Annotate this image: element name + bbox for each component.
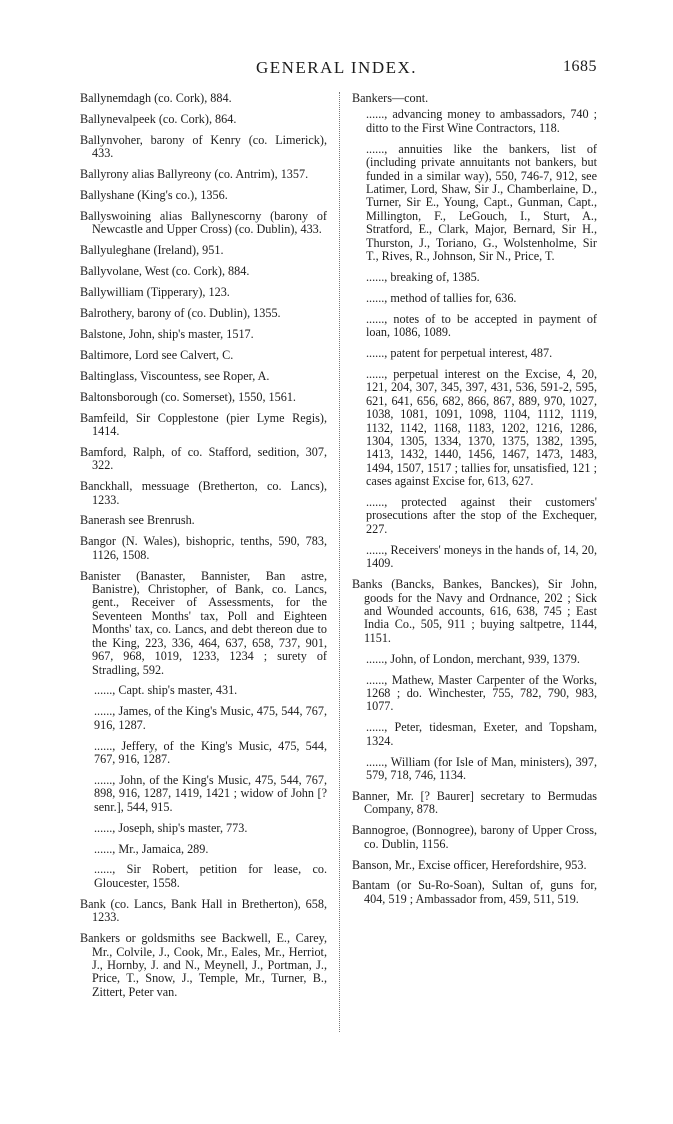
- index-entry: Baltinglass, Viscountess, see Roper, A.: [80, 368, 270, 383]
- index-entry: Ballynemdagh (co. Cork), 884.: [80, 91, 232, 105]
- index-entry: Bamford, Ralph, of co. Stafford, sedition, 307, 322.: [80, 444, 327, 473]
- index-subentry: ......, Mathew, Master Carpenter of the Works, 1268 ; do. Winchester, 755, 782, 790, 983, 1077.: [366, 672, 597, 714]
- index-subentry: ......, notes of to be accepted in payment of loan, 1086, 1089.: [366, 311, 597, 340]
- index-entry: Bank (co. Lancs, Bank Hall in Bretherton), 658, 1233.: [80, 896, 327, 925]
- index-subentry: ......, Sir Robert, petition for lease, co. Gloucester, 1558.: [94, 862, 327, 890]
- page-header: [0, 58, 673, 82]
- index-entry: Bantam (or Su-Ro-Soan), Sultan of, guns for, 404, 519 ; Ambassador from, 459, 511, 519.: [352, 878, 597, 906]
- index-subentry: ......, Joseph, ship's master, 773.: [94, 820, 248, 835]
- index-subentry: ......, William (for Isle of Man, ministers), 397, 579, 718, 746, 1134.: [366, 754, 597, 782]
- index-subentry: ......, advancing money to ambassadors, 740 ; ditto to the First Wine Contractors, 118.: [366, 107, 597, 135]
- index-subentry: ......, perpetual interest on the Excise, 4, 20, 121, 204, 307, 345, 397, 431, 536, 591-2, 595, 621, 641, 656, 682, 866, 867, 889, 970, 1027, 1038, 1081, 1091, 1098, 1104, 1112, 1119, 1132, 1142, 1168, 1183, 1202, 1216, 1286, 1304, 1305, 1334, 1370, 1375, 1382, 1395, 1413, 1432, 1440, 1456, 1467, 1473, 1483, 1494, 1507, 1517 ; tallies for, unsatisfied, 121 ; cases against Excise for, 613, 627.: [366, 366, 597, 489]
- index-entry: Bankers or goldsmiths see Backwell, E., Carey, Mr., Colvile, J., Cook, Mr., Eales, Mr., Herriot, J., Hornby, J. and N., Meynell, J., Portman, J., Price, T., Snow, J., Temple, Mr., Turner, B., Zittert, Peter van.: [80, 931, 327, 999]
- index-subentry: ......, annuities like the bankers, list of (including private annuitants not bankers, but funded in a similar way), 550, 746-7, 912, see Latimer, Lord, Shaw, Sir J., Chamberlaine, D., Turner, Sir E., Young, Capt., Gunman, Capt., Millington, F., LeGouch, I., Sturt, A., Stratford, E., Clark, Major, Bernard, Sir H., Thurston, J., Toriano, G., Wolstenholme, Sir T., Rives, R., Johnson, Sir N., Price, T.: [366, 141, 597, 263]
- index-subentry: ......, patent for perpetual interest, 487.: [366, 346, 553, 360]
- index-entry: Banks (Bancks, Bankes, Banckes), Sir John, goods for the Navy and Ordnance, 202 ; Sick and Wounded accounts, 616, 638, 745 ; East India Co., 505, 911 ; buying saltpetre, 1144, 1151.: [352, 577, 597, 645]
- right-index-column: [352, 92, 597, 914]
- index-entry: Baltonsborough (co. Somerset), 1550, 1561.: [80, 389, 296, 404]
- index-entry: Banckhall, messuage (Bretherton, co. Lancs), 1233.: [80, 479, 327, 507]
- index-subentry: ......, Mr., Jamaica, 289.: [94, 841, 209, 856]
- index-entry: Banerash see Brenrush.: [80, 513, 195, 528]
- index-entry: Bannogroe, (Bonnogree), barony of Upper Cross, co. Dublin, 1156.: [352, 823, 597, 851]
- index-subentry: ......, method of tallies for, 636.: [366, 290, 517, 305]
- index-entry: Ballyvolane, West (co. Cork), 884.: [80, 264, 250, 279]
- index-entry: Bamfeild, Sir Copplestone (pier Lyme Regis), 1414.: [80, 410, 327, 438]
- index-subentry: ......, James, of the King's Music, 475, 544, 767, 916, 1287.: [94, 704, 327, 732]
- index-subentry: ......, John, of the King's Music, 475, 544, 767, 898, 916, 1287, 1419, 1421 ; widow of John [? senr.], 544, 915.: [94, 772, 327, 814]
- index-entry: Banister (Banaster, Bannister, Ban astre, Banistre), Christopher, of Bank, co. Lancs, gent., Receiver of Assessments, for the Seventeen Months' tax, Poll and Eighteen Months' tax, co. Lancs, and debt thereon due to the King, 223, 336, 464, 637, 658, 737, 901, 967, 968, 1019, 1233, 1234 ; surety of Stradling, 592.: [80, 568, 327, 677]
- index-entry: Ballynevalpeek (co. Cork), 864.: [80, 111, 237, 126]
- index-entry: Banner, Mr. [? Baurer] secretary to Bermudas Company, 878.: [352, 788, 597, 817]
- index-entry: Ballywilliam (Tipperary), 123.: [80, 285, 230, 300]
- index-entry: Bangor (N. Wales), bishopric, tenths, 590, 783, 1126, 1508.: [80, 534, 327, 562]
- index-subentry: ......, Receivers' moneys in the hands of, 14, 20, 1409.: [366, 542, 597, 571]
- index-subentry: ......, Peter, tidesman, Exeter, and Topsham, 1324.: [366, 720, 597, 748]
- index-entry: Ballyshane (King's co.), 1356.: [80, 188, 228, 203]
- index-entry: Baltimore, Lord see Calvert, C.: [80, 347, 234, 362]
- index-subentry: ......, breaking of, 1385.: [366, 269, 480, 284]
- index-subentry: ......, John, of London, merchant, 939, 1379.: [366, 651, 580, 666]
- left-index-column: [80, 92, 327, 1007]
- running-title: GENERAL INDEX.: [255, 58, 418, 77]
- index-subentry: ......, protected against their customers' prosecutions after the stop of the Exchequer, 227.: [366, 495, 597, 536]
- index-entry: Ballyrony alias Ballyreony (co. Antrim), 1357.: [80, 167, 309, 182]
- index-subentry: ......, Jeffery, of the King's Music, 475, 544, 767, 916, 1287.: [94, 738, 327, 767]
- page-number: 1685: [563, 58, 597, 75]
- column-divider: [339, 92, 340, 1032]
- index-entry: Ballynvoher, barony of Kenry (co. Limerick), 433.: [80, 132, 327, 161]
- index-entry: Balstone, John, ship's master, 1517.: [80, 326, 254, 341]
- index-subentry: ......, Capt. ship's master, 431.: [94, 683, 238, 698]
- continued-heading: Bankers—cont.: [352, 91, 429, 105]
- index-entry: Ballyuleghane (Ireland), 951.: [80, 243, 224, 258]
- index-entry: Banson, Mr., Excise officer, Herefordshire, 953.: [352, 857, 587, 872]
- index-entry: Balrothery, barony of (co. Dublin), 1355.: [80, 305, 281, 320]
- index-entry: Ballyswoining alias Ballynescorny (barony of Newcastle and Upper Cross) (co. Dublin), 433.: [80, 208, 327, 237]
